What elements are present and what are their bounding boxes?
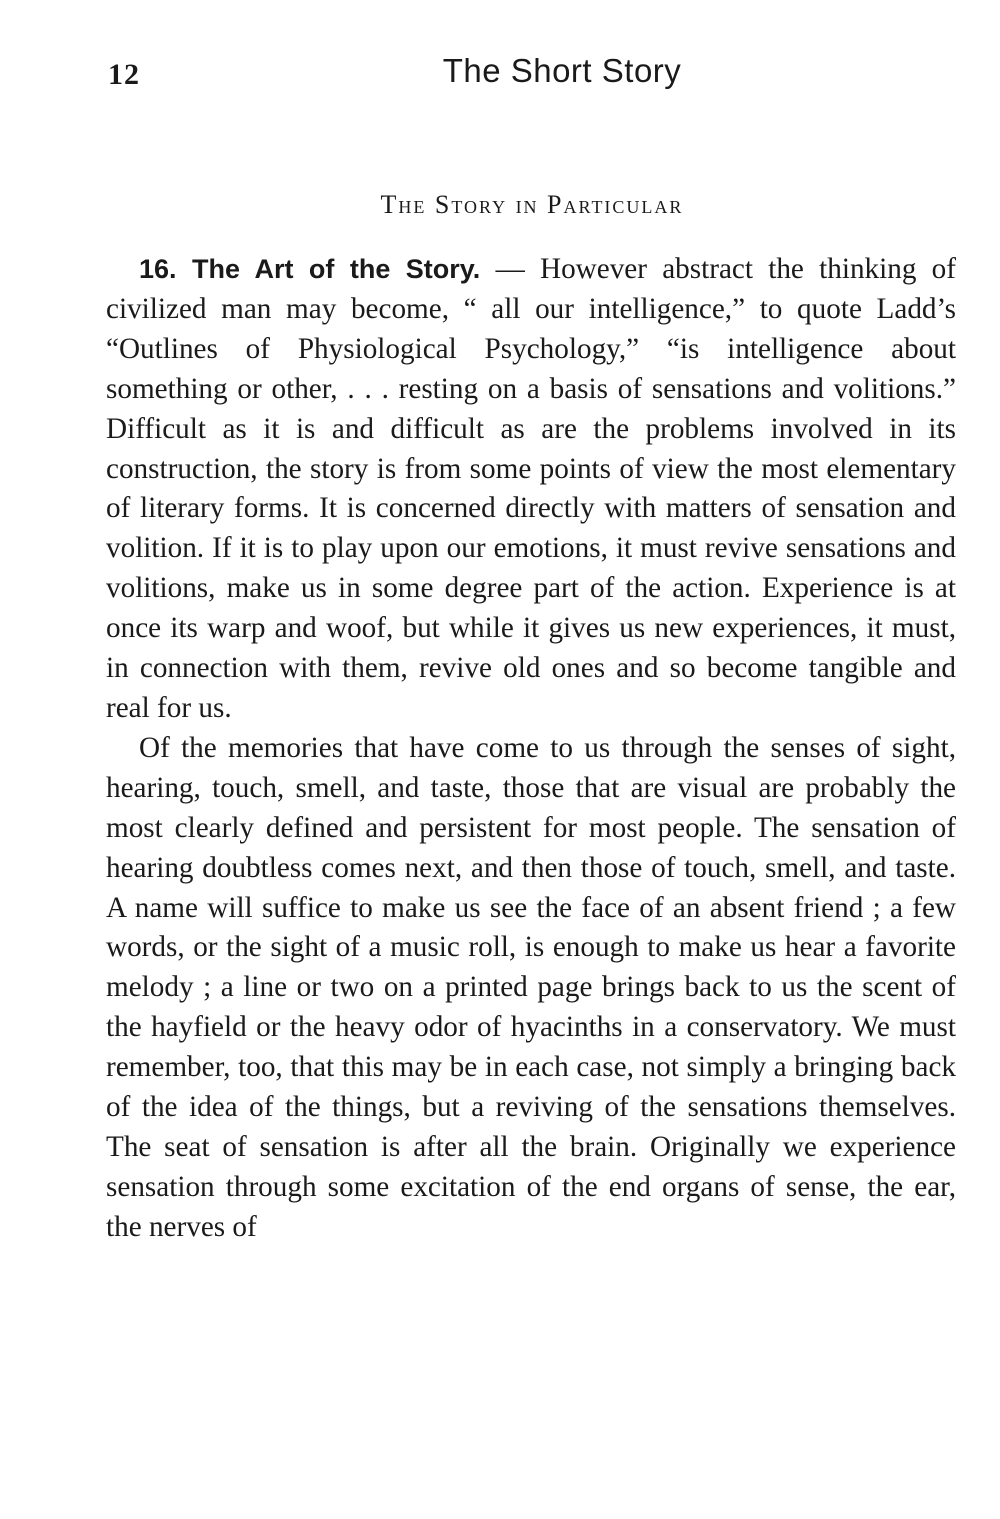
paragraph-2: Of the memories that have come to us through the senses of sight, hearing, touch, smell, and taste, those that are visual are probably the most clearly defined and persistent for most people. The sensation of hearing doubtless comes next, and then those of touch, smell, and taste. A name will suffice to make us see the face of an absent friend ; a few words, or the sight of a music roll, is enough to make us hear a favorite melody ; a line or two on a printed page brings back to us the scent of the hayfield or the heavy odor of hyacinths in a conservatory. We must remember, too, that this may be in each case, not simply a bringing back of the idea of the things, but a reviving of the sensations themselves. The seat of sensation is after all the brain. Originally we experience sensation through some excitation of the end organs of sense, the ear, the nerves of (106, 731, 956, 1243)
paragraph-1 (106, 250, 956, 729)
paragraph-1-text: — However abstract the thinking of civilized man may become, “ all our intelligence,” to quote Ladd’s “Outlines of Physiological Psychology,” “is intelligence about something or other, . . . resting on a basis of sensations and volitions.” Difficult as it is and difficult as are the problems involved in its construction, the story is from some points of view the most elementary of literary forms. It is concerned directly with matters of sensation and volition. If it is to play upon our emotions, it must revive sensations and volitions, make us in some degree part of the action. Experience is at once its warp and woof, but while it gives us new experiences, it must, in connection with them, revive old ones and so become tangible and real for us. (106, 253, 956, 724)
running-head (108, 52, 956, 102)
body-text (106, 250, 956, 1248)
running-title: The Short Story (442, 52, 682, 89)
paragraph-heading: 16. The Art of the Story. (139, 254, 481, 284)
page-number: 12 (108, 58, 140, 91)
section-heading: The Story in Particular (380, 190, 684, 219)
